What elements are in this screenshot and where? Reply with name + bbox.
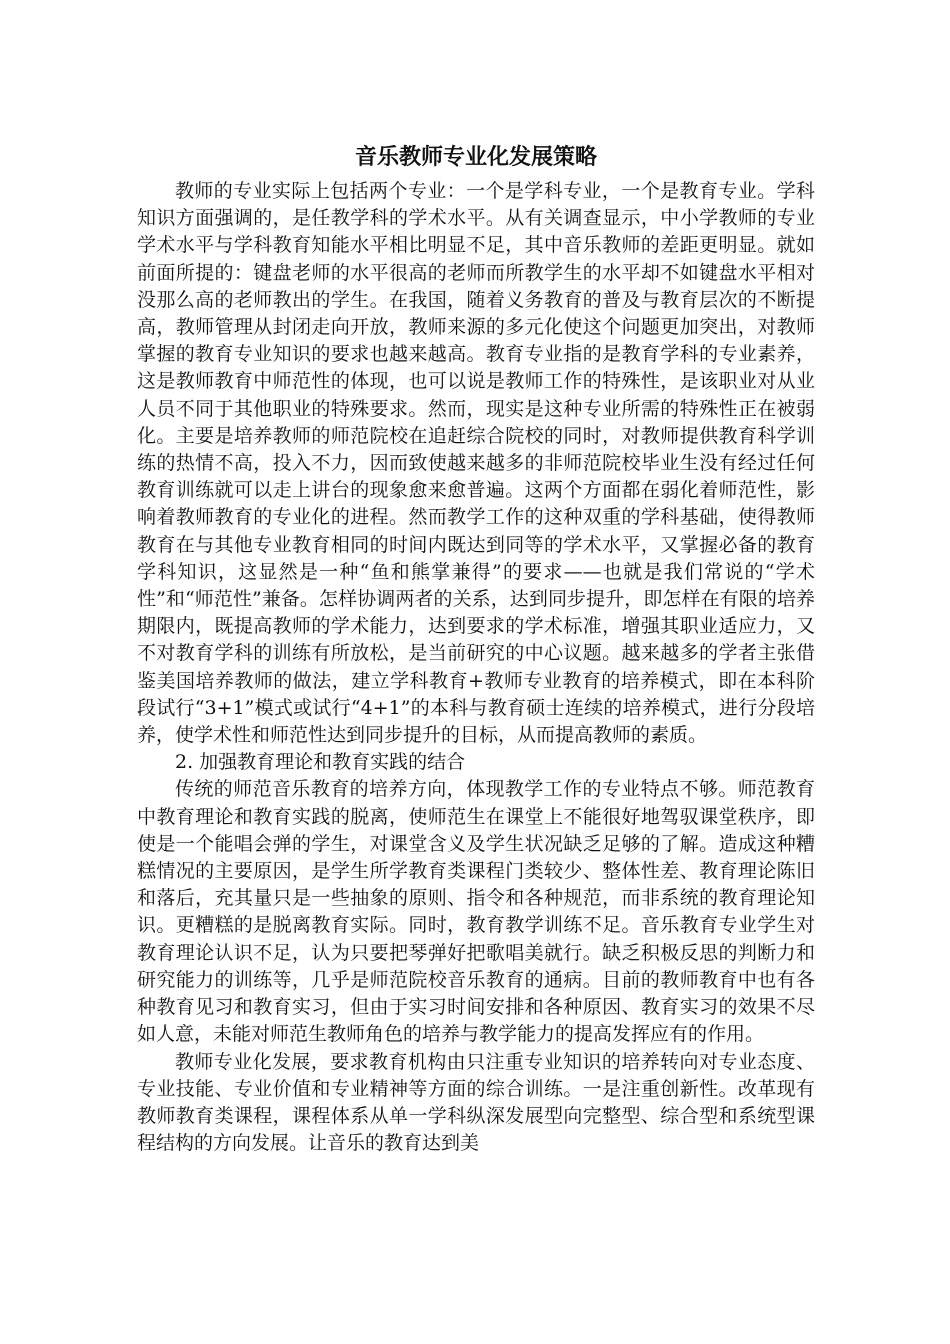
paragraph-3: 教师专业化发展，要求教育机构由只注重专业知识的培养转向对专业态度、专业技能、专业价值和专业精神等方面的综合训练。一是注重创新性。改革现有教师教育类课程，课程体系从单一学科纵深发展型向完整型、综合型和系统型课程结构的方向发展。让音乐的教育达到美 xyxy=(137,1050,815,1155)
paragraph-2: 传统的师范音乐教育的培养方向，体现教学工作的专业特点不够。师范教育中教育理论和教育实践的脱离，使师范生在课堂上不能很好地驾驭课堂秩序，即使是一个能唱会弹的学生，对课堂含义及学生状况缺乏足够的了解。造成这种糟糕情况的主要原因，是学生所学教育类课程门类较少、整体性差、教育理论陈旧和落后，充其量只是一些抽象的原则、指令和各种规范，而非系统的教育理论知识。更糟糕的是脱离教育实际。同时，教育教学训练不足。音乐教育专业学生对教育理论认识不足，认为只要把琴弹好把歌唱美就行。缺乏积极反思的判断力和研究能力的训练等，几乎是师范院校音乐教育的通病。目前的教师教育中也有各种教育见习和教育实习，但由于实习时间安排和各种原因、教育实习的效果不尽如人意，未能对师范生教师角色的培养与教学能力的提高发挥应有的作用。 xyxy=(137,778,815,1046)
section-heading: 2. 加强教育理论和教育实践的结合 xyxy=(175,751,466,774)
document-title: 音乐教师专业化发展策略 xyxy=(354,145,597,170)
document-page xyxy=(137,140,815,1157)
paragraph-1: 教师的专业实际上包括两个专业：一个是学科专业，一个是教育专业。学科知识方面强调的，是任教学科的学术水平。从有关调查显示，中小学教师的专业学术水平与学科教育知能水平相比明显不足，其中音乐教师的差距更明显。就如前面所提的：键盘老师的水平很高的老师而所教学生的水平却不如键盘水平相对没那么高的老师教出的学生。在我国，随着义务教育的普及与教育层次的不断提高，教师管理从封闭走向开放，教师来源的多元化使这个问题更加突出，对教师掌握的教育专业知识的要求也越来越高。教育专业指的是教育学科的专业素养，这是教师教育中师范性的体现，也可以说是教师工作的特殊性，是该职业对从业人员不同于其他职业的特殊要求。然而，现实是这种专业所需的特殊性正在被弱化。主要是培养教师的师范院校在追赶综合院校的同时，对教师提供教育科学训练的热情不高，投入不力，因而致使越来越多的非师范院校毕业生没有经过任何教育训练就可以走上讲台的现象愈来愈普遍。这两个方面都在弱化着师范性，影响着教师教育的专业化的进程。然而教学工作的这种双重的学科基础，使得教师教育在与其他专业教育相同的时间内既达到同等的学术水平，又掌握必备的教育学科知识，这显然是一种“鱼和熊掌兼得”的要求——也就是我们常说的“学术性”和“师范性”兼备。怎样协调两者的关系，达到同步提升，即怎样在有限的培养期限内，既提高教师的学术能力，达到要求的学术标准，增强其职业适应力，又不对教育学科的训练有所放松，是当前研究的中心议题。越来越多的学者主张借鉴美国培养教师的做法，建立学科教育+教师专业教育的培养模式，即在本科阶段试行“3+1”模式或试行“4+1”的本科与教育硕士连续的培养模式，进行分段培养，使学术性和师范性达到同步提升的目标，从而提高教师的素质。 xyxy=(137,180,815,747)
